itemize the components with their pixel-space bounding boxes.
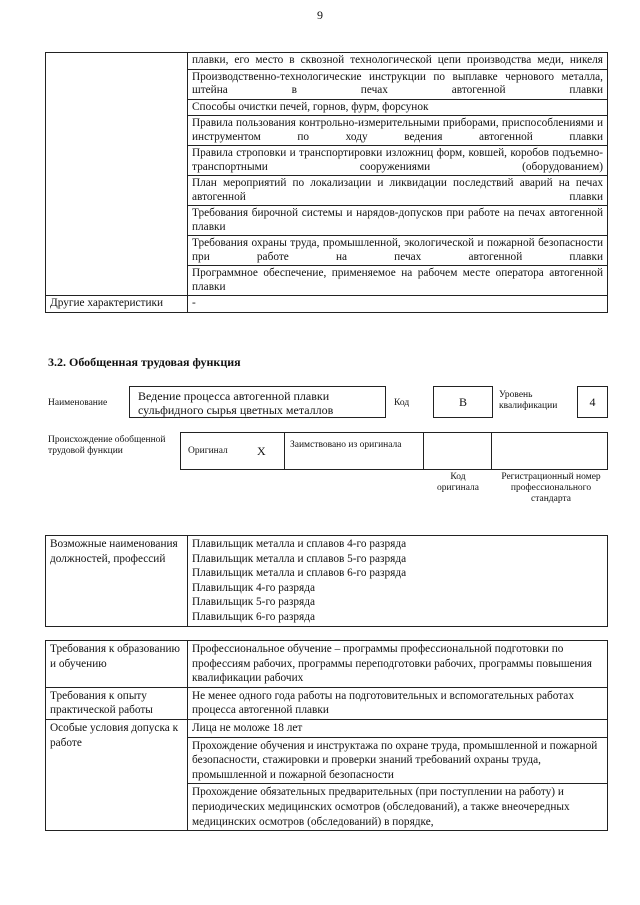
page-number: 9	[317, 8, 323, 22]
conditions-item: Прохождение обучения и инструктажа по охране труда, промышленной и пожарной безопасности, стажировки и проверки знаний требований охраны труда, промышленной и пожарной безопасности	[188, 737, 608, 784]
conditions-item: Прохождение обязательных предварительных (при поступлении на работу) и периодических медицинских осмотров (обследований), а также внеочередных медицинских осмотров (обследований) в порядке,	[188, 784, 608, 831]
code-original-label: Код оригинала	[437, 472, 479, 493]
table-cell: Правила строповки и транспортировки изложниц форм, ковшей, коробов подъемно-транспортными сооружениями (оборудованием)	[188, 146, 608, 176]
table-cell: Программное обеспечение, применяемое на рабочем месте оператора автогенной плавки	[188, 266, 608, 296]
positions-list	[188, 536, 608, 627]
positions-label: Возможные наименования должностей, профессий	[46, 536, 188, 627]
table-row	[46, 53, 608, 70]
table-cell: Правила пользования контрольно-измерительными приборами, приспособлениями и инструментом по ходу ведения автогенной плавки	[188, 116, 608, 146]
position-item: Плавильщик металла и сплавов 6-го разряда	[192, 567, 407, 580]
table-cell: Способы очистки печей, горнов, фурм, форсунок	[188, 99, 608, 116]
table-row	[46, 687, 608, 719]
other-characteristics-label: Другие характеристики	[46, 296, 188, 313]
table-cell: плавки, его место в сквозной технологической цепи производства меди, никеля	[188, 53, 608, 70]
table-cell: Требования бирочной системы и нарядов-допусков при работе на печах автогенной плавки	[188, 206, 608, 236]
reg-number-label: Регистрационный номер профессионального стандарта	[501, 472, 601, 504]
position-item: Плавильщик 4-го разряда	[192, 581, 316, 594]
code-label: Код	[394, 398, 410, 408]
code-value: B	[458, 395, 467, 409]
table-row	[46, 719, 608, 737]
level-box	[577, 386, 608, 418]
position-item: Плавильщик металла и сплавов 5-го разряда	[192, 552, 407, 565]
experience-value: Не менее одного года работы на подготовительных и вспомогательных работах процесса автогенной плавки	[188, 687, 608, 719]
position-item: Плавильщик 5-го разряда	[192, 596, 316, 609]
experience-label: Требования к опыту практической работы	[46, 687, 188, 719]
origin-box	[180, 432, 608, 470]
table-cell-left	[46, 53, 188, 296]
position-item: Плавильщик металла и сплавов 4-го разряда	[192, 538, 407, 550]
original-label: Оригинал	[188, 446, 228, 456]
conditions-label: Особые условия допуска к работе	[46, 719, 188, 830]
section-title: 3.2. Обобщенная трудовая функция	[48, 355, 241, 369]
borrowed-label: Заимствовано из оригинала	[290, 440, 402, 450]
requirements-table	[45, 640, 608, 831]
table-cell: План мероприятий по локализации и ликвидации последствий аварий на печах автогенной плавки	[188, 176, 608, 206]
positions-table	[45, 535, 608, 627]
function-name-box	[129, 386, 386, 418]
knowledge-table	[45, 52, 608, 313]
code-box	[433, 386, 493, 418]
table-row	[46, 641, 608, 688]
conditions-item: Лица не моложе 18 лет	[188, 719, 608, 737]
position-item: Плавильщик 6-го разряда	[192, 610, 316, 623]
level-value: 4	[589, 395, 596, 409]
original-mark: X	[257, 444, 266, 458]
origin-label: Происхождение обобщенной трудовой функции	[48, 435, 166, 456]
table-cell: Производственно-технологические инструкции по выплавке чернового металла, штейна в печах автогенной плавки	[188, 69, 608, 99]
education-value: Профессиональное обучение – программы профессиональной подготовки по профессиям рабочих, программы переподготовки рабочих, программы повышения квалификации рабочих	[188, 641, 608, 688]
other-characteristics-value: -	[188, 296, 608, 313]
table-row	[46, 536, 608, 627]
education-label: Требования к образованию и обучению	[46, 641, 188, 688]
table-cell: Требования охраны труда, промышленной, экологической и пожарной безопасности при работе на печах автогенной плавки	[188, 236, 608, 266]
level-label: Уровень квалификации	[499, 390, 558, 411]
name-label: Наименование	[48, 398, 108, 408]
function-name-value: Ведение процесса автогенной плавки сульфидного сырья цветных металлов	[138, 389, 334, 417]
table-row	[46, 296, 608, 313]
